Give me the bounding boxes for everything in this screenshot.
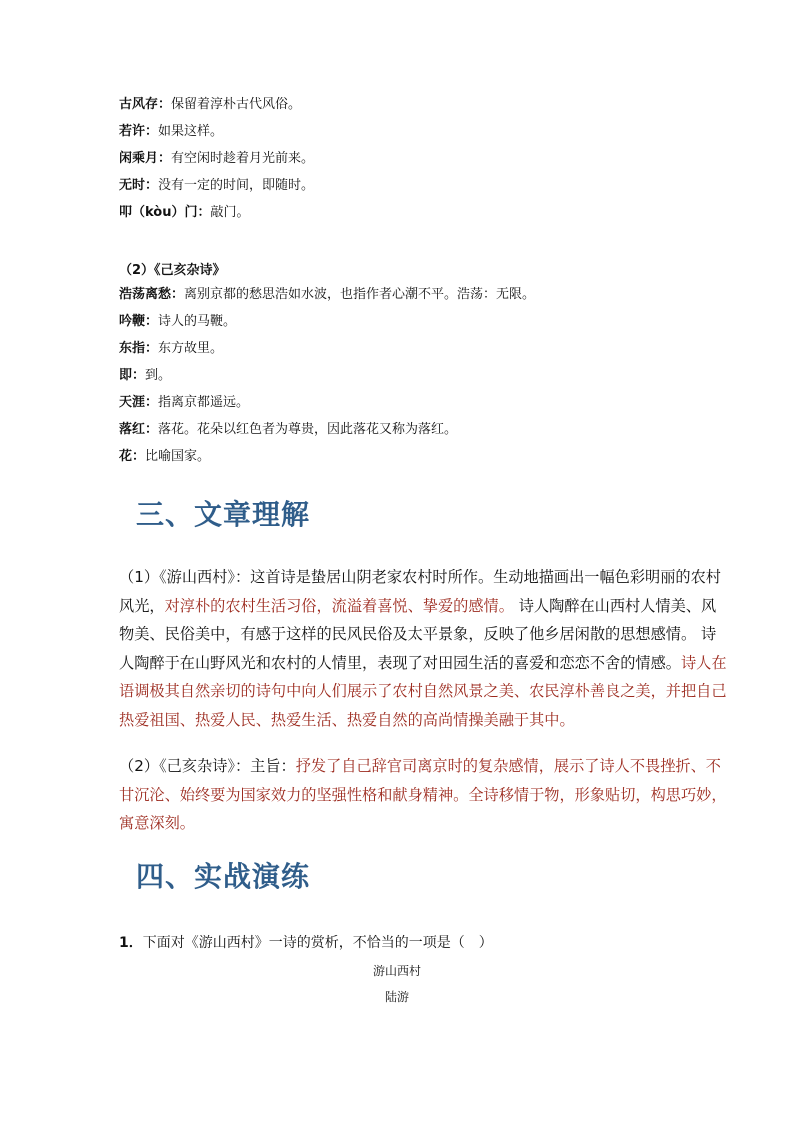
paragraph-line bbox=[119, 623, 716, 645]
glossary-definition: 离别京都的愁思浩如水波，也指作者心潮不平。浩荡：无限。 bbox=[184, 287, 536, 302]
glossary-term: 叩（kòu）门： bbox=[119, 205, 211, 220]
highlighted-text: 对淳朴的农村生活习俗，流溢着喜悦、挚爱的感情。 bbox=[164, 596, 514, 615]
paragraph-line bbox=[119, 812, 195, 834]
section-title-practice: 四、实战演练 bbox=[136, 860, 311, 893]
glossary-term: 无时： bbox=[119, 178, 159, 193]
body-text: 人陶醉于在山野风光和农村的人情里，表现了对田园生活的喜爱和恋恋不舍的情感。 bbox=[119, 653, 681, 672]
highlighted-text: 寓意深刻。 bbox=[119, 814, 195, 832]
glossary-term: 浩荡离愁： bbox=[119, 287, 185, 302]
question-text: 下面对《游山西村》一诗的赏析，不恰当的一项是（ ） bbox=[142, 935, 493, 951]
paragraph-line bbox=[119, 709, 575, 731]
body-text: （1）《游山西村》：这首诗是蛰居山阴老家农村时所作。生动地描画出一幅色彩明丽的农村 bbox=[119, 568, 721, 586]
glossary-entry bbox=[119, 177, 314, 195]
highlighted-text: 语调极其自然亲切的诗句中向人们展示了农村自然风景之美、农民淳朴善良之美，并把自己 bbox=[119, 682, 727, 700]
glossary-entry bbox=[119, 204, 250, 222]
highlighted-text: 甘沉沦、始终要为国家效力的坚强性格和献身精神。全诗移情于物，形象贴切，构思巧妙， bbox=[119, 785, 727, 804]
glossary-definition: 有空闲时趁着月光前来。 bbox=[171, 151, 315, 166]
glossary-definition: 如果这样。 bbox=[158, 124, 224, 139]
glossary-definition: 没有一定的时间，即随时。 bbox=[158, 178, 315, 193]
glossary-term: 落红： bbox=[119, 422, 159, 437]
glossary-term: 即： bbox=[119, 368, 146, 383]
question-number: 1． bbox=[119, 935, 143, 951]
glossary-entry bbox=[119, 313, 236, 331]
glossary-term: 闲乘月： bbox=[119, 151, 172, 166]
glossary-definition: 保留着淳朴古代风俗。 bbox=[171, 97, 302, 112]
highlighted-text: 抒发了自己辞官司离京时的复杂感情，展示了诗人不畏挫折、不 bbox=[295, 757, 721, 775]
highlighted-text: 热爱祖国、热爱人民、热爱生活、热爱自然的高尚情操美融于其中。 bbox=[119, 710, 575, 729]
body-text: 物美、民俗美中，有感于这样的民风民俗及太平景象，反映了他乡居闲散的思想感情。 诗 bbox=[119, 625, 717, 643]
paragraph-line bbox=[119, 652, 727, 674]
glossary-term: 吟鞭： bbox=[119, 314, 159, 329]
glossary-entry bbox=[119, 96, 301, 114]
poem-title: 游山西村 bbox=[372, 964, 421, 978]
paragraph-line bbox=[119, 595, 716, 617]
glossary-term: 花： bbox=[119, 449, 146, 464]
paragraph-line bbox=[119, 784, 727, 806]
glossary-term: 东指： bbox=[119, 341, 159, 356]
glossary-entry bbox=[119, 123, 223, 141]
glossary-definition: 到。 bbox=[145, 368, 172, 383]
body-text: 诗人陶醉在山西村人情美、风 bbox=[513, 596, 717, 615]
poem-author: 陆游 bbox=[384, 990, 409, 1004]
glossary-entry bbox=[119, 286, 535, 304]
glossary-definition: 比喻国家。 bbox=[145, 449, 211, 464]
glossary-definition: 敲门。 bbox=[210, 205, 250, 220]
glossary-definition: 指离京都遥远。 bbox=[158, 395, 250, 410]
glossary-entry bbox=[119, 421, 457, 439]
glossary-entry bbox=[119, 367, 171, 385]
glossary-entry bbox=[119, 150, 314, 168]
body-text: （2）《己亥杂诗》：主旨： bbox=[119, 757, 296, 775]
glossary-term: 天涯： bbox=[119, 395, 159, 410]
glossary-term: 若许： bbox=[119, 124, 159, 139]
paragraph-line bbox=[119, 755, 721, 777]
section-title-understanding: 三、文章理解 bbox=[136, 498, 311, 531]
question-1 bbox=[119, 932, 493, 952]
glossary-entry bbox=[119, 394, 249, 412]
glossary-definition: 东方故里。 bbox=[158, 341, 224, 356]
highlighted-text: 诗人在 bbox=[680, 653, 727, 672]
glossary-term: 古风存： bbox=[119, 97, 172, 112]
glossary-definition: 诗人的马鞭。 bbox=[158, 314, 237, 329]
paragraph-line bbox=[119, 566, 721, 588]
paragraph-line bbox=[119, 680, 727, 702]
subheading-jihai: （2）《己亥杂诗》 bbox=[119, 263, 226, 278]
body-text: 风光， bbox=[119, 596, 165, 615]
glossary-definition: 落花。花朵以红色者为尊贵，因此落花又称为落红。 bbox=[158, 422, 458, 437]
glossary-entry bbox=[119, 340, 223, 358]
glossary-entry bbox=[119, 448, 210, 466]
